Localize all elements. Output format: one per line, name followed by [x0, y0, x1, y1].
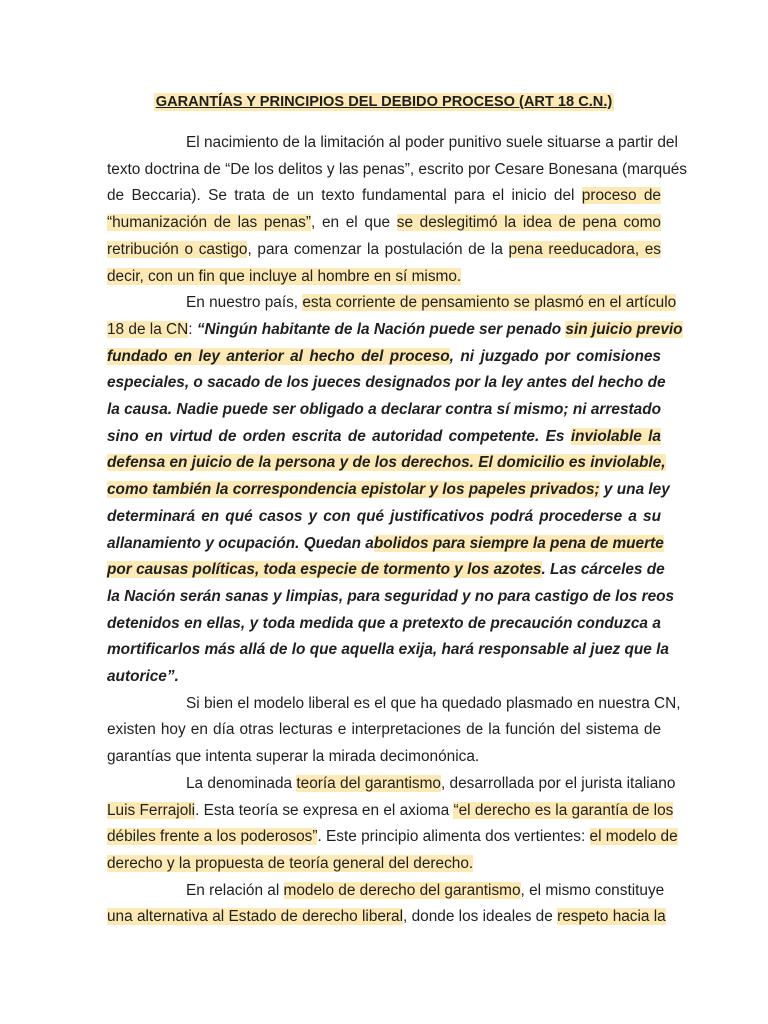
- text-segment: de Beccaria). Se trata de un texto fundamental para el inicio del: [107, 187, 582, 205]
- highlighted-text: retribución o castigo: [107, 240, 248, 258]
- text-line: [107, 346, 661, 367]
- highlighted-text: una alternativa al Estado de derecho liberal: [107, 908, 404, 926]
- highlighted-text: teoría del garantismo: [296, 774, 441, 792]
- highlighted-text: defensa en juicio de la persona y de los derechos. El domicilio es inviolable,: [107, 454, 666, 472]
- text-line: [107, 399, 661, 420]
- text-segment: autorice”.: [107, 668, 179, 685]
- text-segment: existen hoy en día otras lecturas e interpretaciones de la función del sistema de: [107, 721, 661, 739]
- text-line: [186, 292, 677, 313]
- text-line: [107, 639, 669, 660]
- text-line: [186, 773, 676, 794]
- text-line: [107, 613, 661, 634]
- text-segment: allanamiento y ocupación. Quedan a: [107, 534, 374, 552]
- highlighted-text: el modelo de: [589, 828, 678, 846]
- text-line: [107, 159, 688, 180]
- text-line: [107, 719, 661, 740]
- text-segment: , el mismo constituye: [520, 881, 665, 899]
- text-segment: , donde los ideales de: [403, 908, 558, 926]
- text-line: [107, 452, 666, 473]
- highlighted-text: pena reeducadora, es: [508, 240, 661, 258]
- text-line: [107, 906, 666, 927]
- text-line: [107, 506, 661, 527]
- text-segment: En relación al: [186, 881, 284, 899]
- highlighted-text: se deslegitimó la idea de pena como: [396, 214, 661, 232]
- highlighted-text: derecho y la propuesta de teoría general del derecho.: [107, 854, 474, 872]
- highlighted-text: por causas políticas, toda especie de tormento y los azotes: [107, 561, 542, 579]
- highlighted-text: 18 de la CN: [107, 320, 189, 338]
- text-line: [107, 533, 664, 554]
- text-segment: “Ningún habitante de la Nación puede ser penado: [196, 320, 566, 338]
- document-title: [0, 92, 768, 112]
- highlighted-text: decir, con un fin que incluye al hombre en sí mismo.: [107, 267, 462, 285]
- text-line: [107, 212, 661, 233]
- text-segment: garantías que intenta superar la mirada decimonónica.: [107, 748, 480, 766]
- text-line: [107, 372, 666, 393]
- text-segment: La denominada: [186, 774, 297, 792]
- text-line: [186, 693, 681, 714]
- highlighted-text: inviolable la: [570, 427, 661, 445]
- text-line: [186, 880, 665, 901]
- text-line: [107, 319, 683, 340]
- text-line: [107, 239, 661, 260]
- text-segment: :: [188, 320, 197, 338]
- text-segment: Si bien el modelo liberal es el que ha quedado plasmado en nuestra CN,: [186, 694, 681, 712]
- highlighted-text: proceso de: [581, 187, 661, 205]
- text-segment: . Las cárceles de: [541, 561, 665, 579]
- text-segment: la causa. Nadie puede ser obligado a declarar contra sí mismo; ni arrestado: [107, 401, 661, 418]
- text-line: [107, 746, 661, 767]
- document-title-text: GARANTÍAS Y PRINCIPIOS DEL DEBIDO PROCESO (ART 18 C.N.): [155, 94, 613, 110]
- text-segment: mortificarlos más allá de lo que aquella exija, hará responsable al juez que la: [107, 641, 669, 659]
- text-line: [186, 132, 678, 153]
- text-segment: . Esta teoría se expresa en el axioma: [195, 801, 454, 819]
- text-line: [107, 586, 675, 607]
- text-line: [107, 479, 670, 500]
- text-segment: . Este principio alimenta dos vertientes:: [317, 828, 590, 846]
- text-line: [107, 426, 661, 447]
- text-line: [107, 559, 665, 580]
- text-segment: , en el que: [310, 214, 397, 232]
- highlighted-text: como también la correspondencia epistolar y los papeles privados;: [107, 481, 600, 499]
- highlighted-text: fundado en ley anterior al hecho del proceso: [107, 347, 450, 365]
- highlighted-text: “el derecho es la garantía de los: [453, 801, 674, 819]
- text-segment: , para comenzar la postulación de la: [247, 240, 509, 258]
- text-segment: , ni juzgado por comisiones: [449, 347, 661, 365]
- highlighted-text: Luis Ferrajoli: [107, 801, 196, 819]
- text-line: [107, 826, 678, 847]
- text-segment: la Nación serán sanas y limpias, para seguridad y no para castigo de los reos: [107, 587, 675, 605]
- highlighted-text: respeto hacia la: [557, 908, 666, 926]
- text-segment: determinará en qué casos y con qué justificativos podrá procederse a su: [107, 507, 661, 525]
- text-segment: El nacimiento de la limitación al poder punitivo suele situarse a partir del: [186, 134, 678, 151]
- text-segment: En nuestro país,: [186, 294, 303, 312]
- text-line: [107, 800, 674, 821]
- text-segment: , desarrollada por el jurista italiano: [440, 774, 676, 792]
- text-segment: especiales, o sacado de los jueces designados por la ley antes del hecho de: [107, 374, 666, 392]
- highlighted-text: esta corriente de pensamiento se plasmó en el artículo: [302, 294, 677, 312]
- text-segment: sino en virtud de orden escrita de autoridad competente. Es: [107, 427, 571, 445]
- text-segment: detenidos en ellas, y toda medida que a pretexto de precaución conduzca a: [107, 614, 661, 632]
- text-line: [107, 853, 661, 874]
- highlighted-text: bolidos para siempre la pena de muerte: [373, 534, 664, 552]
- text-line: [107, 185, 661, 206]
- text-line: [107, 666, 661, 687]
- highlighted-text: “humanización de las penas”: [107, 214, 311, 232]
- text-line: [107, 266, 661, 287]
- highlighted-text: débiles frente a los poderosos”: [107, 828, 318, 846]
- text-segment: y una ley: [599, 481, 670, 499]
- highlighted-text: sin juicio previo: [565, 320, 683, 338]
- text-segment: texto doctrina de “De los delitos y las penas”, escrito por Cesare Bonesana (marqués: [107, 160, 688, 178]
- highlighted-text: modelo de derecho del garantismo: [283, 881, 521, 899]
